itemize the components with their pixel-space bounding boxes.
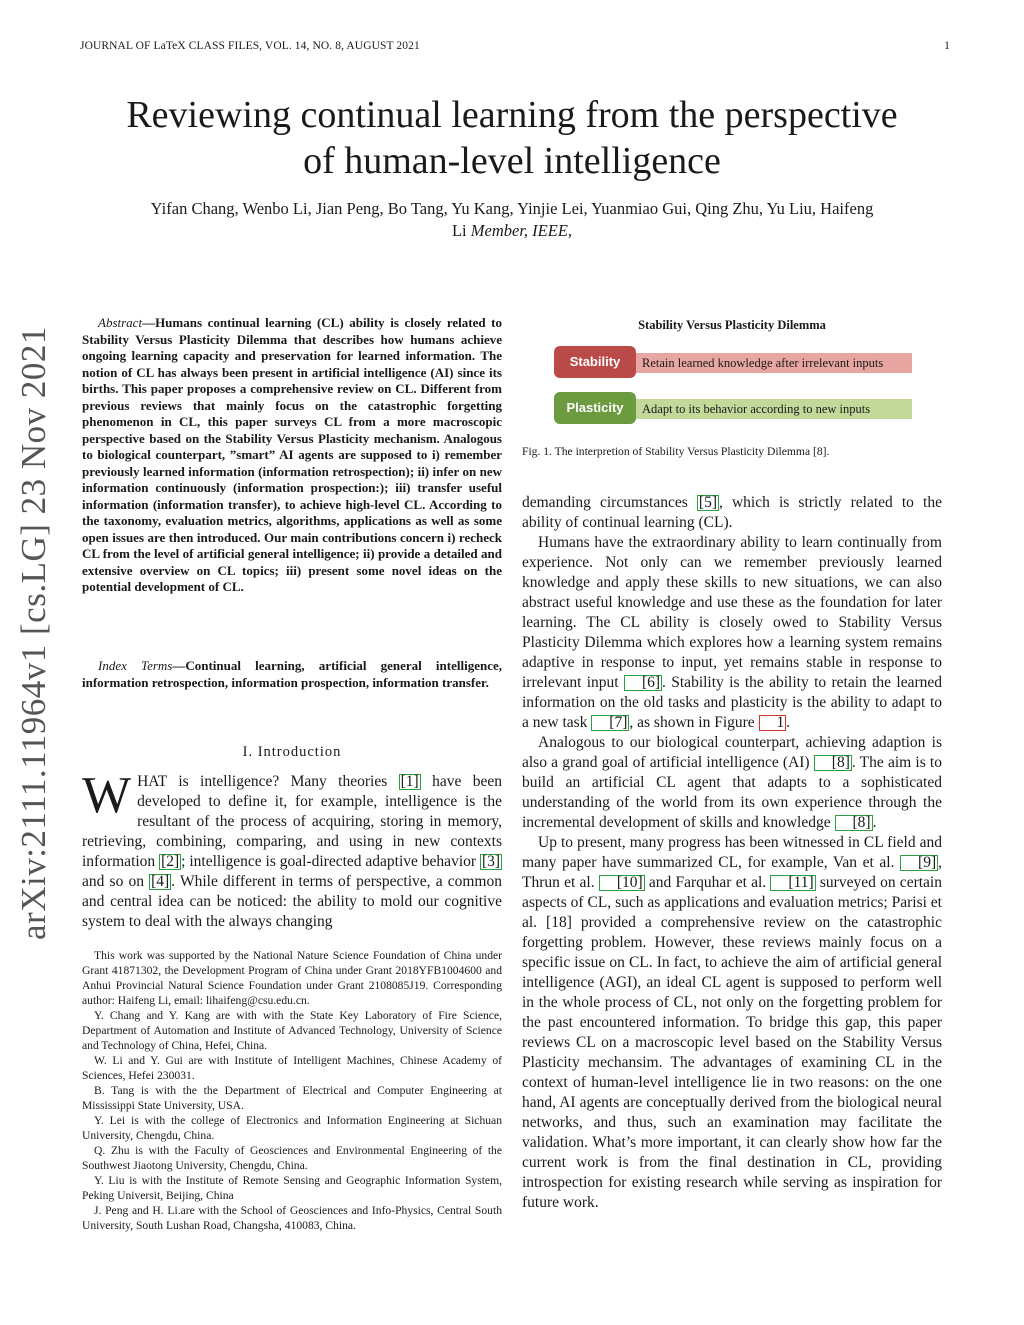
intro-text: have been developed to define it, for example, intelligence is the resultant of the process of acquiring, storing in memory, retrieving, combining, comparing, and using in new contexts information [82, 773, 502, 870]
intro-text: ; intelligence is goal-directed adaptive behavior [181, 853, 480, 870]
text-run: . Stability is the ability to retain the learned information on the old tasks and plasticity is the ability to adapt to a new task [522, 674, 943, 731]
footnote: This work was supported by the National Nature Science Foundation of China under Grant 41871302, the Development Program of China under Grant 2018YFB1004600 and Anhui Provincial Natural Science Foundation under Grant 2108085J19. Corresponding author: Haifeng Li, email: lihaifeng@csu.edu.cn. [82, 949, 502, 1007]
text-run: , Thrun et al. [522, 854, 942, 891]
paragraph [522, 833, 942, 1213]
abstract-text: —Humans continual learning (CL) ability is closely related to Stability Versus Plasticity Dilemma that describes how humans achieve ongoing learning capacity and preservation for learned information. The notion of CL has always been present in artificial intelligence (AI) since its births. This paper proposes a comprehensive review on CL. Different from previous reviews that mainly focus on the catastrophic forgetting phenomenon in CL, this paper surveys CL from a more macroscopic perspective based on the Stability Versus Plasticity mechanism. Analogous to biological counterpart, ”smart” AI agents are supposed to i) remember previously learned information (information retrospection); ii) infer on new information continuously (information prospection:); iii) transfer useful information (information transfer), to achieve high-level CL. According to the taxonomy, evaluation metrics, algorithms, applications as well as some open issues are then introduced. Our main contributions concern i) recheck CL from the level of artificial general intelligence; ii) provide a detailed and extensive overview on CL topics; iii) present some novel ideas on the potential development of CL. [82, 315, 502, 594]
text-run: demanding circumstances [522, 494, 697, 511]
right-column-text [522, 493, 942, 1213]
arxiv-identifier: arXiv:2111.11964v1 [cs.LG] 23 Nov 2021 [14, 326, 53, 940]
author-membership: Member, IEEE, [470, 221, 573, 240]
citation-link[interactable]: [6] [624, 675, 662, 691]
citation-link[interactable]: [2] [161, 853, 180, 870]
footnote: Y. Liu is with the Institute of Remote Sensing and Geographic Information System, Peking Universit, Beijing, China [82, 1174, 502, 1202]
text-run: and Farquhar et al. [644, 874, 771, 891]
author-list [70, 198, 954, 242]
footnote: B. Tang is with the the Department of Electrical and Computer Engineering at Mississippi State University, USA. [82, 1084, 502, 1112]
plasticity-label: Plasticity [554, 392, 636, 424]
citation-link[interactable]: [1] [400, 773, 419, 790]
text-run: surveyed on certain aspects of CL, such as applications and evaluation metrics; Parisi et al. [18] provided a comprehensive review on the catastrophic forgetting problem. However, these reviews mainly focus on a specific issue on CL. In fact, to achieve the aim of artificial general intelligence (AGI), an ideal CL agent is supposed to perform well in the whole process of CL, not only on the forgetting problem for the past encountered information. To bridge this gap, this paper reviews CL on a macroscopic level based on the Stability Versus Plasticity mechansim. The advantages of examining CL in the context of human-level intelligence lie in two reasons: on the one hand, AI agents are conceptually derived from the biological neural networks, and thus, such an examination may facilitate the validation. What’s more important, it can clearly show how far the current work is from the final destination in CL, providing introspection for existing research while serving as inspiration for future work. [522, 874, 942, 1211]
stability-description: Retain learned knowledge after irrelevant inputs [636, 353, 912, 373]
plasticity-row [554, 392, 914, 424]
paragraph [522, 733, 942, 833]
intro-text: . While different in terms of perspective, a common and central idea can be noticed: the ability to mold our cognitive system to deal with the always changing [82, 873, 502, 930]
plasticity-description: Adapt to its behavior according to new inputs [636, 399, 912, 419]
drop-cap: W [82, 767, 132, 824]
footnote: Y. Lei is with the college of Electronics and Information Engineering at Sichuan University, Chengdu, China. [82, 1114, 502, 1142]
abstract [82, 315, 502, 596]
text-run: . [872, 814, 877, 831]
citation-link[interactable]: [9] [900, 855, 938, 871]
intro-lead: HAT is intelligence? Many theories [137, 773, 399, 790]
text-run: Humans have the extraordinary ability to learn continually from experience. Not only can we remember previously learned knowledge and apply these skills to new situations, we can also abstract useful knowledge and use these as the foundation for later learning. The CL ability is closely owed to Stability Versus Plasticity Dilemma which explores how a learning system remains adaptive in response to input, yet remains stable in response to irrelevant input [522, 534, 942, 691]
citation-link[interactable]: [11] [770, 875, 815, 891]
paragraph [522, 493, 942, 533]
journal-name: JOURNAL OF LaTeX CLASS FILES, VOL. 14, NO. 8, AUGUST 2021 [80, 40, 420, 52]
index-terms [82, 658, 502, 691]
citation-link[interactable]: [10] [599, 875, 645, 891]
footnote: Y. Chang and Y. Kang are with with the State Key Laboratory of Fire Science, Department of Automation and Institute of Advanced Technology, University of Science and Technology of China, Hefei, China. [82, 1009, 502, 1052]
text-run: Analogous to our biological counterpart, achieving adaption is also a grand goal of artificial intelligence (AI) [522, 734, 942, 771]
title-line-1: Reviewing continual learning from the perspective [126, 94, 898, 136]
author-last-name: Li [451, 221, 467, 240]
authors-line-1: Yifan Chang, Wenbo Li, Jian Peng, Bo Tang, Yu Kang, Yinjie Lei, Yuanmiao Gui, Qing Zhu, Yu Liu, Haifeng [150, 199, 874, 218]
footnote: Q. Zhu is with the Faculty of Geosciences and Environmental Engineering of the Southwest Jiaotong University, Chengdu, China. [82, 1144, 502, 1172]
citation-link[interactable]: [3] [481, 853, 501, 870]
figure-caption: Fig. 1. The interpretion of Stability Versus Plasticity Dilemma [8]. [522, 445, 830, 458]
text-run: Up to present, many progress has been witnessed in CL field and many paper have summarized CL, for example, Van et al. [522, 834, 942, 871]
section-heading-introduction: I. Introduction [242, 744, 342, 760]
text-run: . [786, 714, 791, 731]
running-header [80, 40, 950, 52]
footnote: J. Peng and H. Li.are with the School of Geosciences and Info-Physics, Central South University, South Lushan Road, Changsha, 410083, China. [82, 1204, 502, 1232]
introduction-paragraph [82, 767, 502, 932]
footnote: W. Li and Y. Gui are with Institute of Intelligent Machines, Chinese Academy of Sciences, Hefei 230031. [82, 1054, 502, 1082]
citation-link[interactable]: [7] [591, 715, 629, 731]
page-number: 1 [944, 40, 950, 52]
abstract-label: Abstract [98, 315, 143, 330]
index-terms-text: —Continual learning, artificial general intelligence, information retrospection, information prospection, information transfer. [82, 658, 503, 690]
citation-link[interactable]: [8] [835, 815, 873, 831]
text-run: , as shown in Figure [629, 714, 759, 731]
intro-text: and so on [82, 873, 150, 890]
authors-line-2 [70, 220, 954, 242]
figure-link[interactable]: 1 [759, 715, 787, 731]
text-run: . The aim is to build an artificial CL agent that adapts to a sophisticated understanding of the world from its own experience through the incremental development of skills and knowledge [522, 754, 942, 831]
stability-row [554, 346, 914, 378]
figure-1 [522, 318, 942, 438]
citation-link[interactable]: [5] [698, 494, 717, 511]
index-terms-label: Index Terms [98, 658, 173, 673]
title-line-2: of human-level intelligence [303, 140, 721, 182]
figure-title: Stability Versus Plasticity Dilemma [638, 318, 826, 332]
footnotes [82, 948, 502, 1233]
paragraph [522, 533, 942, 733]
citation-link[interactable]: [8] [814, 755, 852, 771]
stability-label: Stability [554, 346, 636, 378]
paper-title [60, 92, 964, 184]
citation-link[interactable]: [4] [151, 873, 170, 890]
text-run: , which is strictly related to the ability of continual learning (CL). [522, 494, 942, 531]
